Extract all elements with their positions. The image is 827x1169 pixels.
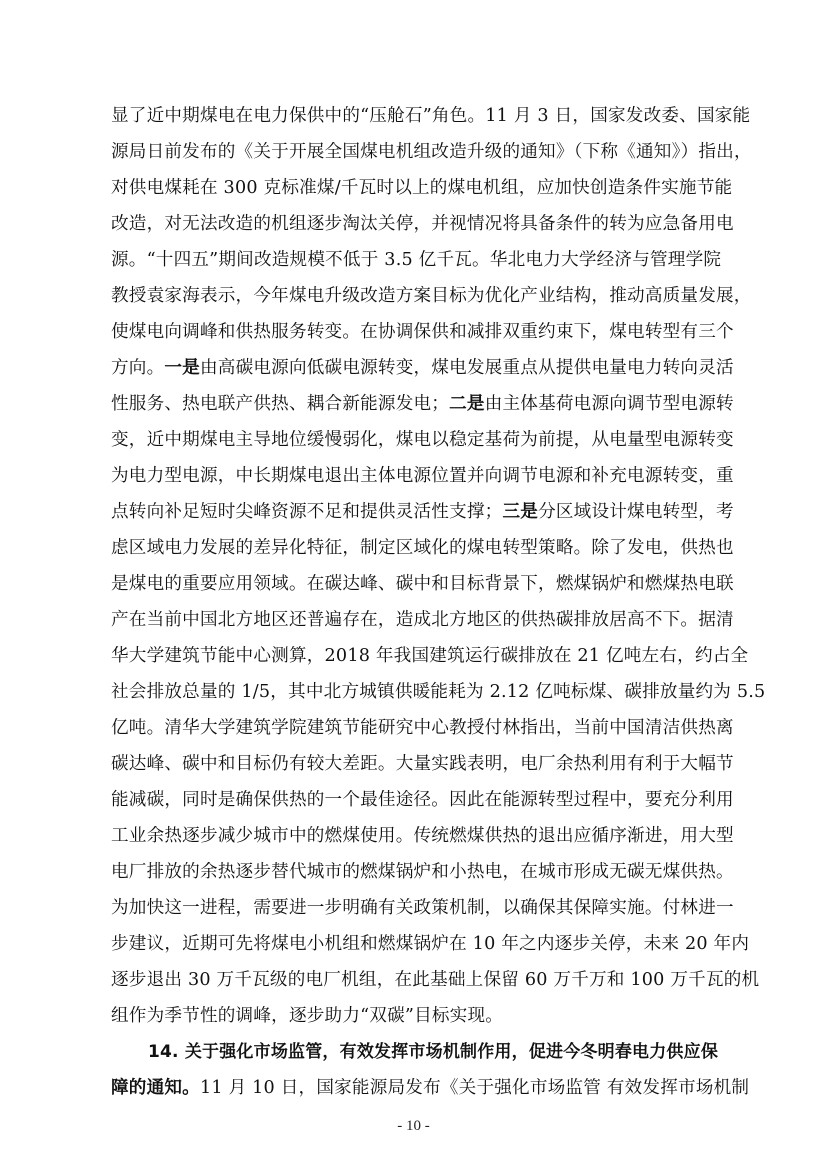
text-line: 组作为季节性的调峰，逐步助力“双碳”目标实现。 [111, 1006, 504, 1026]
text-line: 电厂排放的余热逐步替代城市的燃煤锅炉和小热电，在城市形成无碳无煤供热。 [111, 862, 734, 882]
text-line: 工业余热逐步减少城市中的燃煤使用。传统燃煤供热的退出应循序渐进，用大型 [111, 826, 734, 846]
text-line: 碳达峰、碳中和目标仍有较大差距。大量实践表明，电厂余热利用有利于大幅节 [111, 754, 734, 774]
text-line: 显了近中期煤电在电力保供中的“压舱石”角色。11 月 3 日，国家发改委、国家能 [111, 106, 751, 126]
text-run: 由高碳电源向低碳电源转变，煤电发展重点从提供电量电力转向灵活 [199, 358, 734, 378]
text-line: 为电力型电源，中长期煤电退出主体电源位置并向调节电源和补充电源转变，重 [111, 466, 734, 486]
text-line: 源。“十四五”期间改造规模不低于 3.5 亿千瓦。华北电力大学经济与管理学院 [111, 250, 722, 270]
section-number: 14. [148, 1042, 179, 1062]
text-line: 社会排放总量的 1/5，其中北方城镇供暖能耗为 2.12 亿吨标煤、碳排放量约为 5.5 [111, 682, 766, 702]
bold-point-two: 二是 [449, 394, 485, 414]
text-line: 源局日前发布的《关于开展全国煤电机组改造升级的通知》（下称《通知》）指出， [111, 142, 752, 162]
bold-point-one: 一是 [164, 358, 200, 378]
text-line: 改造，对无法改造的机组逐步淘汰关停，并视情况将具备条件的转为应急备用电 [111, 214, 734, 234]
section-heading [148, 1034, 717, 1070]
section-heading-text: 关于强化市场监管，有效发挥市场机制作用，促进今冬明春电力供应保 [178, 1042, 719, 1062]
text-run: 11 月 10 日，国家能源局发布《关于强化市场监管 有效发挥市场机制 [199, 1078, 750, 1098]
text-line: 虑区域电力发展的差异化特征，制定区域化的煤电转型策略。除了发电，供热也 [111, 538, 734, 558]
text-line [111, 386, 734, 422]
text-run: 点转向补足短时尖峰资源不足和提供灵活性支撑； [111, 502, 503, 522]
section-heading-text: 障的通知。 [111, 1078, 200, 1098]
text-line: 是煤电的重要应用领域。在碳达峰、碳中和目标背景下，燃煤锅炉和燃煤热电联 [111, 574, 734, 594]
text-line [111, 350, 734, 386]
text-line: 步建议，近期可先将煤电小机组和燃煤锅炉在 10 年之内逐步关停，未来 20 年内 [111, 934, 750, 954]
text-line: 为加快这一进程，需要进一步明确有关政策机制，以确保其保障实施。付林进一 [111, 898, 734, 918]
text-line: 华大学建筑节能中心测算，2018 年我国建筑运行碳排放在 21 亿吨左右，约占全 [111, 646, 749, 666]
bold-point-three: 三是 [502, 502, 539, 522]
text-run: 分区域设计煤电转型，考 [538, 502, 734, 522]
text-run: 由主体基荷电源向调节型电源转 [484, 394, 734, 414]
text-line [111, 494, 734, 530]
text-run: 性服务、热电联产供热、耦合新能源发电； [111, 394, 450, 414]
text-line: 能减碳，同时是确保供热的一个最佳途径。因此在能源转型过程中，要充分利用 [111, 790, 734, 810]
text-run: 方向。 [111, 358, 165, 378]
text-line: 产在当前中国北方地区还普遍存在，造成北方地区的供热碳排放居高不下。据清 [111, 610, 734, 630]
text-line: 变，近中期煤电主导地位缓慢弱化，煤电以稳定基荷为前提，从电量型电源转变 [111, 430, 734, 450]
text-line [111, 1070, 750, 1106]
text-line: 逐步退出 30 万千瓦级的电厂机组，在此基础上保留 60 万千万和 100 万千瓦的机 [111, 970, 760, 990]
text-line: 使煤电向调峰和供热服务转变。在协调保供和减排双重约束下，煤电转型有三个 [111, 322, 734, 342]
page-number: - 10 - [397, 1118, 430, 1134]
text-line: 教授袁家海表示，今年煤电升级改造方案目标为优化产业结构，推动高质量发展， [111, 286, 752, 306]
text-line: 对供电煤耗在 300 克标准煤/千瓦时以上的煤电机组，应加快创造条件实施节能 [111, 178, 733, 198]
text-line: 亿吨。清华大学建筑学院建筑节能研究中心教授付林指出，当前中国清洁供热离 [111, 718, 734, 738]
